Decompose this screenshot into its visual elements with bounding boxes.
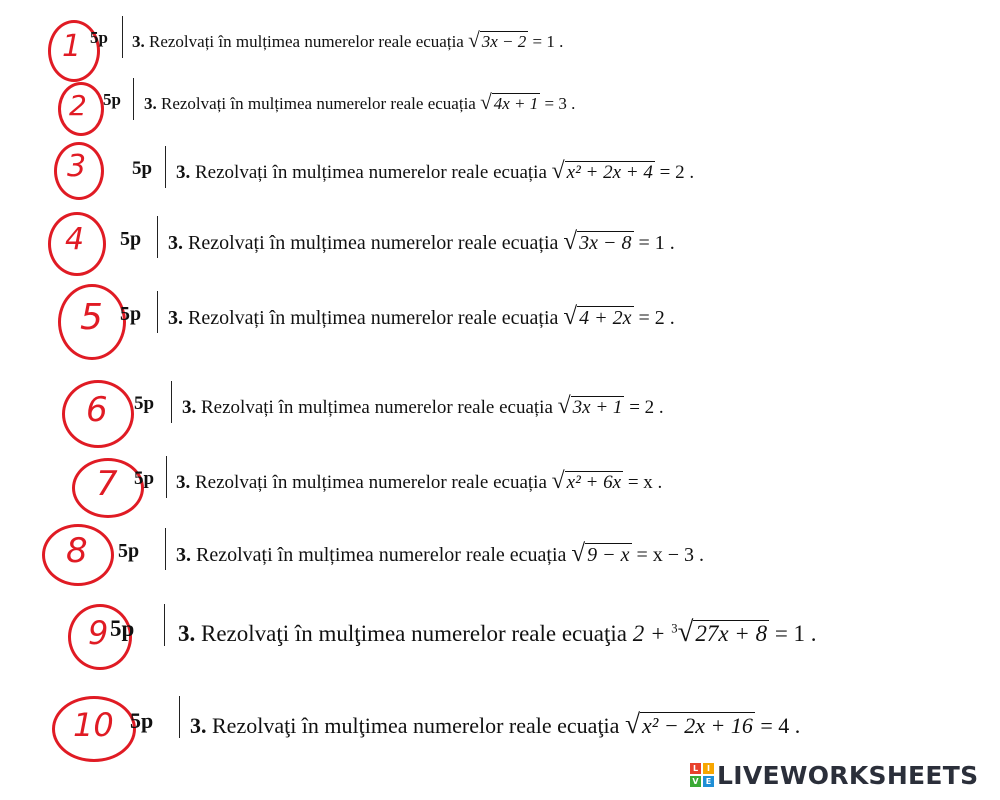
exercise-statement xyxy=(182,393,664,420)
equation-rhs: = 2 . xyxy=(624,397,664,418)
logo-letter-l: L xyxy=(690,763,701,774)
exercise-statement xyxy=(168,228,675,256)
exercise-text: Rezolvaţi în mulţimea numerelor reale ecuaţia xyxy=(201,621,627,646)
radical-sign-icon: √ xyxy=(468,28,480,52)
equation xyxy=(557,393,664,419)
margin-rule xyxy=(157,216,158,258)
exercise-statement xyxy=(168,303,675,331)
margin-rule xyxy=(179,696,180,738)
equation xyxy=(632,616,817,648)
equation-prefix: 2 + xyxy=(632,621,672,646)
logo-letter-v: V xyxy=(690,776,701,787)
equation-rhs: = 4 . xyxy=(754,713,801,738)
points-label: 5p xyxy=(134,468,155,489)
exercise-text: Rezolvaţi în mulţimea numerelor reale ecuaţia xyxy=(212,713,620,738)
margin-rule xyxy=(133,78,134,120)
radicand: 27x + 8 xyxy=(695,621,768,646)
margin-rule xyxy=(165,146,166,188)
liveworksheets-logo xyxy=(690,758,978,792)
margin-rule xyxy=(122,16,123,58)
equation xyxy=(551,158,695,184)
radicand: 9 − x xyxy=(587,544,630,566)
exercise-statement xyxy=(132,28,563,53)
radical-sign-icon: √ xyxy=(563,303,578,330)
radical xyxy=(480,90,540,115)
radicand: 3x − 2 xyxy=(481,32,527,51)
exercise-index: 3. xyxy=(182,397,197,418)
exercise-index: 3. xyxy=(178,621,196,646)
radical xyxy=(571,540,631,568)
exercise-text: Rezolvați în mulțimea numerelor reale ecuația xyxy=(195,162,547,183)
radical xyxy=(552,468,623,495)
points-label: 5p xyxy=(120,303,142,325)
radical xyxy=(468,28,528,53)
equation-rhs: = 2 . xyxy=(633,307,675,329)
exercise-statement xyxy=(190,708,800,740)
equation xyxy=(468,28,564,52)
exercise-statement xyxy=(176,158,694,185)
exercise-index: 3. xyxy=(132,32,145,51)
exercise-index: 3. xyxy=(190,713,207,738)
margin-rule xyxy=(166,456,167,498)
handwritten-number: 7 xyxy=(96,463,118,504)
exercise-index: 3. xyxy=(168,232,183,254)
exercise-text: Rezolvați în mulțimea numerelor reale ecuația xyxy=(161,94,476,113)
radical-sign-icon: √ xyxy=(563,228,578,255)
exercise-index: 3. xyxy=(176,544,191,566)
exercise-statement xyxy=(176,468,662,495)
exercise-statement xyxy=(178,616,817,649)
handwritten-number: 2 xyxy=(69,88,87,122)
exercise-index: 3. xyxy=(176,472,191,493)
equation-rhs: = 1 . xyxy=(633,232,675,254)
handwritten-number: 5 xyxy=(80,296,103,338)
handwritten-number: 1 xyxy=(62,29,82,65)
points-label: 5p xyxy=(134,393,155,414)
radical xyxy=(552,158,655,185)
handwritten-number: 4 xyxy=(65,222,85,258)
radical-index: 3 xyxy=(671,621,678,636)
radicand: 4x + 1 xyxy=(493,94,539,113)
points-label: 5p xyxy=(110,616,135,641)
points-label: 5p xyxy=(120,228,142,250)
exercise-text: Rezolvați în mulțimea numerelor reale ecuația xyxy=(196,544,567,566)
handwritten-number: 3 xyxy=(67,149,87,185)
radical xyxy=(558,393,625,420)
radical-sign-icon: √ xyxy=(480,90,492,114)
radical-sign-icon: √ xyxy=(571,540,586,567)
handwritten-number: 8 xyxy=(66,530,88,571)
points-label: 5p xyxy=(103,90,121,109)
radical-sign-icon: √ xyxy=(557,393,571,419)
logo-letter-e: E xyxy=(703,776,714,787)
radicand: 3x − 8 xyxy=(579,232,632,254)
radical xyxy=(671,616,769,649)
exercise-text: Rezolvați în mulțimea numerelor reale ecuația xyxy=(195,472,547,493)
equation xyxy=(551,468,663,494)
margin-rule xyxy=(164,604,165,646)
equation-rhs: = x − 3 . xyxy=(631,544,705,566)
radicand: x² + 6x xyxy=(566,472,622,493)
exercise-text: Rezolvați în mulțimea numerelor reale ecuația xyxy=(149,32,464,51)
exercise-index: 3. xyxy=(176,162,191,183)
radical-sign-icon: √ xyxy=(677,616,694,648)
handwritten-number: 10 xyxy=(73,706,114,745)
equation-rhs: = 3 . xyxy=(540,94,576,113)
exercise-text: Rezolvați în mulțimea numerelor reale ecuația xyxy=(201,397,553,418)
equation-rhs: = x . xyxy=(623,472,663,493)
equation xyxy=(571,540,705,567)
radical-sign-icon: √ xyxy=(551,468,565,494)
radicand: x² − 2x + 16 xyxy=(642,713,753,738)
margin-rule xyxy=(171,381,172,423)
handwritten-number: 9 xyxy=(88,614,109,653)
radical-sign-icon: √ xyxy=(624,708,641,739)
liveworksheets-icon xyxy=(690,763,714,787)
equation-rhs: = 1 . xyxy=(528,32,564,51)
handwritten-number: 6 xyxy=(86,389,108,430)
equation xyxy=(563,303,675,330)
radical xyxy=(563,228,633,256)
equation-rhs: = 1 . xyxy=(769,621,817,646)
exercise-index: 3. xyxy=(144,94,157,113)
exercise-index: 3. xyxy=(168,307,183,329)
exercise-text: Rezolvați în mulțimea numerelor reale ecuația xyxy=(188,307,559,329)
points-label: 5p xyxy=(90,28,108,47)
equation-rhs: = 2 . xyxy=(654,162,695,183)
points-label: 5p xyxy=(132,158,153,179)
exercise-text: Rezolvați în mulțimea numerelor reale ecuația xyxy=(188,232,559,254)
margin-rule xyxy=(165,528,166,570)
radicand: x² + 2x + 4 xyxy=(566,162,653,183)
radical xyxy=(563,303,633,331)
equation xyxy=(480,90,576,114)
exercise-statement xyxy=(144,90,575,115)
brand-name: LIVEWORKSHEETS xyxy=(717,760,979,790)
equation xyxy=(563,228,675,255)
radicand: 4 + 2x xyxy=(579,307,632,329)
radicand: 3x + 1 xyxy=(572,397,623,418)
points-label: 5p xyxy=(118,540,140,562)
margin-rule xyxy=(157,291,158,333)
logo-letter-i: I xyxy=(703,763,714,774)
points-label: 5p xyxy=(130,708,154,733)
radical-sign-icon: √ xyxy=(551,158,565,184)
exercise-statement xyxy=(176,540,704,568)
radical xyxy=(625,708,755,740)
equation xyxy=(624,708,801,739)
